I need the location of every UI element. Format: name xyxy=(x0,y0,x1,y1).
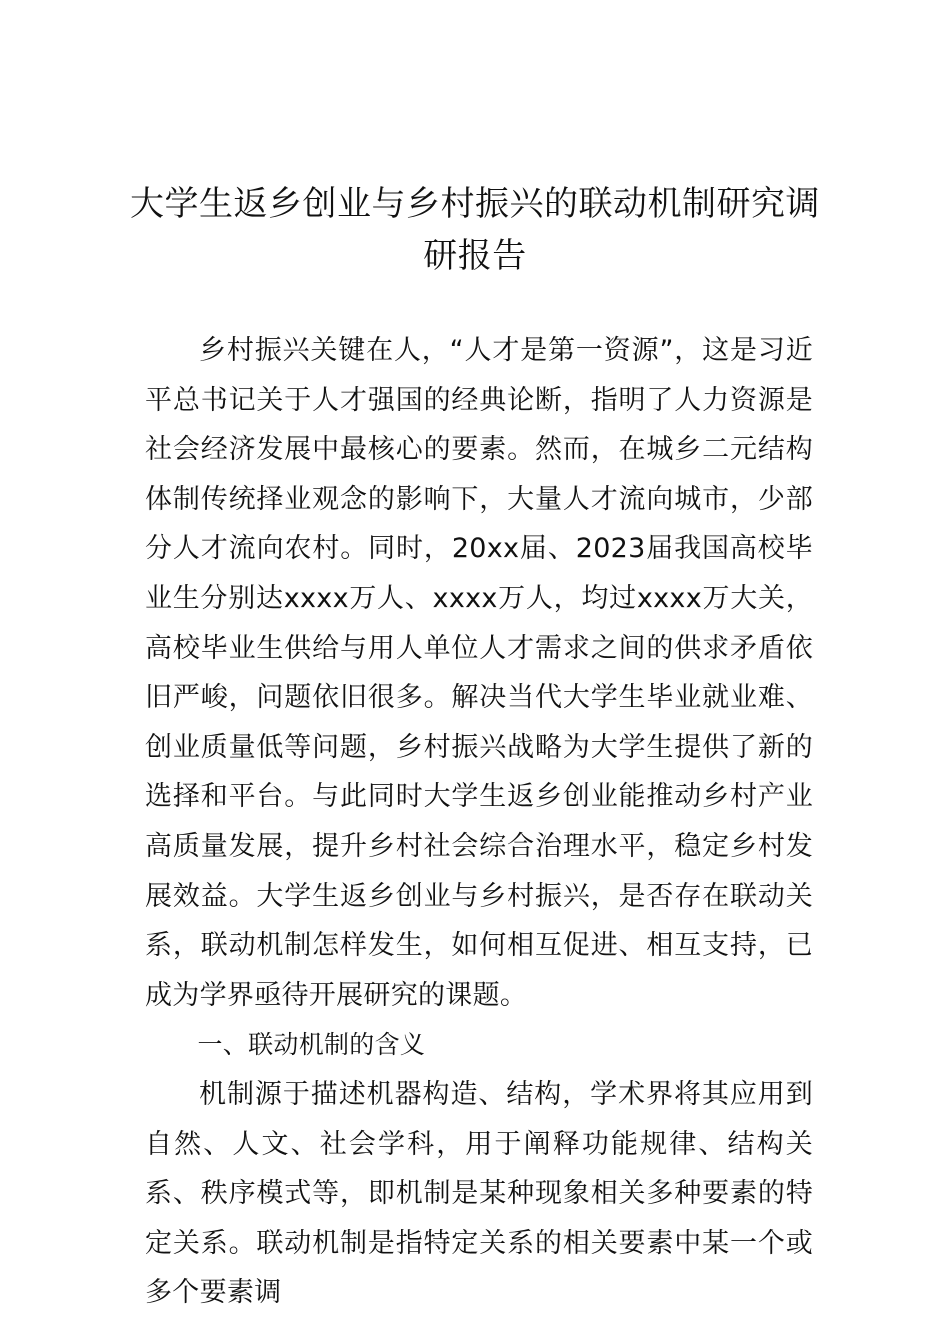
paragraph-mechanism-definition: 机制源于描述机器构造、结构，学术界将其应用到自然、人文、社会学科，用于阐释功能规律、结构关系、秩序模式等，即机制是某种现象相关多种要素的特定关系。联动机制是指特定关系的相关要素中某一个或多个要素调 xyxy=(145,1078,813,1309)
document-title: 大学生返乡创业与乡村振兴的联动机制研究调研报告 xyxy=(130,184,820,276)
paragraph-intro: 乡村振兴关键在人，“人才是第一资源”，这是习近平总书记关于人才强国的经典论断，指明了人力资源是社会经济发展中最核心的要素。然而，在城乡二元结构体制传统择业观念的影响下，大量人才流向城市，少部分人才流向农村。同时，20xx届、2023届我国高校毕业生分别达xxxx万人、xxxx万人，均过xxxx万大关，高校毕业生供给与用人单位人才需求之间的供求矛盾依旧严峻，问题依旧很多。解决当代大学生毕业就业难、创业质量低等问题，乡村振兴战略为大学生提供了新的选择和平台。与此同时大学生返乡创业能推动乡村产业高质量发展，提升乡村社会综合治理水平，稳定乡村发展效益。大学生返乡创业与乡村振兴，是否存在联动关系，联动机制怎样发生，如何相互促进、相互支持，已成为学界亟待开展研究的课题。 xyxy=(145,335,813,1011)
document-body xyxy=(145,326,813,1318)
section-heading-1: 一、联动机制的含义 xyxy=(197,1030,426,1060)
